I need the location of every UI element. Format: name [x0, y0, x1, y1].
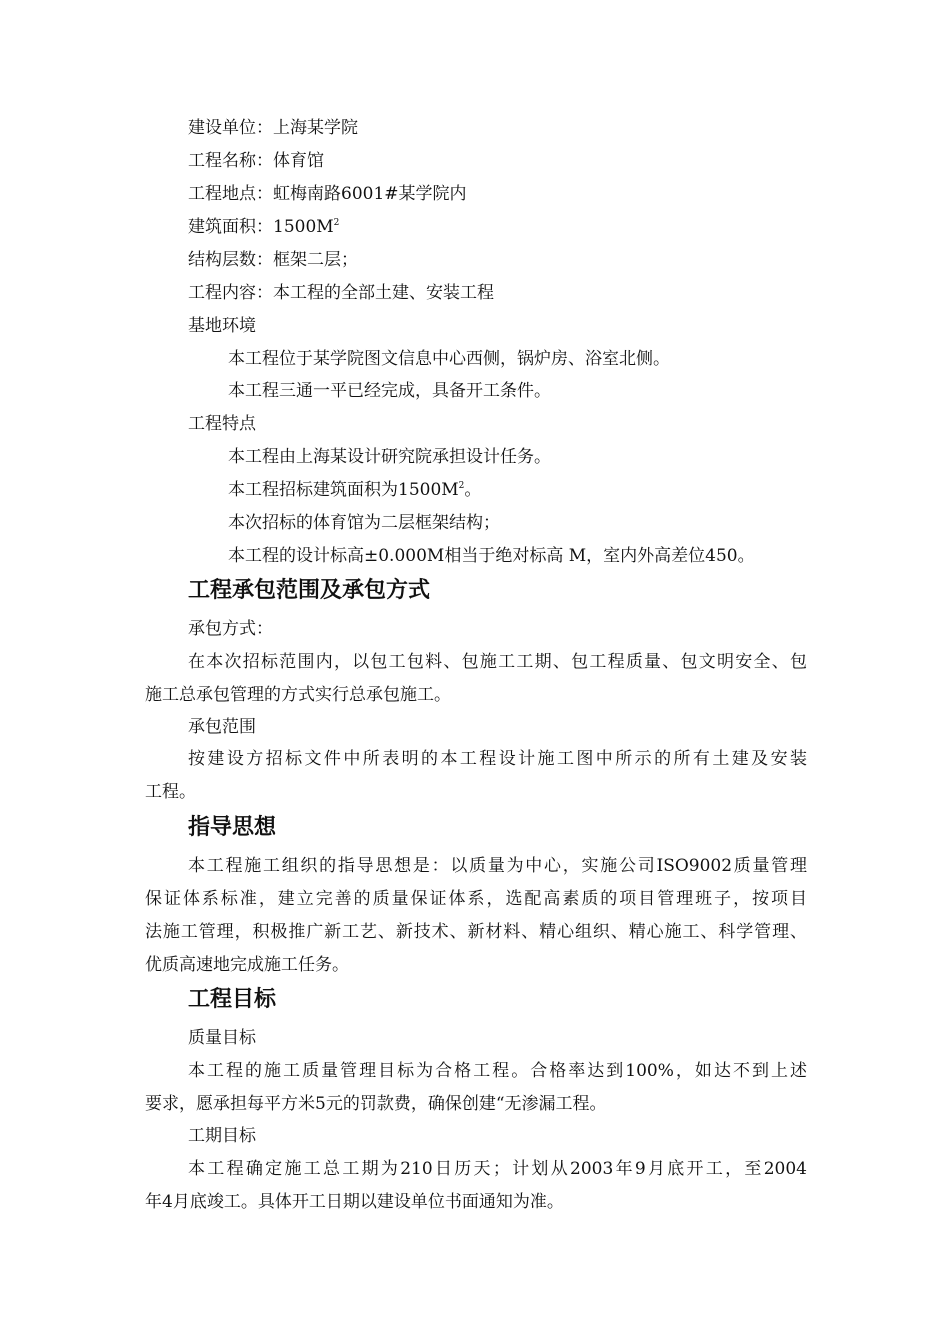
- features-paragraph-1: 本工程由上海某设计研究院承担设计任务。: [228, 447, 551, 467]
- contract-scope-line-2: 工程。: [145, 782, 196, 802]
- features-area-text: 本工程招标建筑面积为1500M: [228, 480, 459, 500]
- goals-heading: 工程目标: [188, 987, 277, 1012]
- contract-heading: 工程承包范围及承包方式: [188, 578, 431, 603]
- info-content: 工程内容：本工程的全部土建、安装工程: [188, 283, 494, 303]
- info-area-text: 建筑面积：1500M: [188, 217, 334, 237]
- features-area-suffix: 。: [464, 480, 482, 500]
- site-paragraph-2: 本工程三通一平已经完成，具备开工条件。: [228, 381, 551, 401]
- features-area-sup: 2: [458, 481, 465, 491]
- contract-scope-paragraph: [145, 748, 807, 814]
- contract-method-line-2: 施工总承包管理的方式实行总承包施工。: [145, 685, 451, 705]
- info-area: [188, 216, 339, 238]
- features-paragraph-2: [228, 479, 481, 501]
- goals-period-line-2: 年4月底竣工。具体开工日期以建设单位书面通知为准。: [145, 1192, 564, 1212]
- info-area-sup: 2: [333, 218, 340, 228]
- contract-method-line-1: 在本次招标范围内，以包工包料、包施工工期、包工程质量、包文明安全、包: [188, 652, 807, 672]
- goals-quality-line-1: 本工程的施工质量管理目标为合格工程。合格率达到100%，如达不到上述: [188, 1061, 807, 1081]
- info-structure: 结构层数：框架二层；: [188, 250, 358, 270]
- goals-period-line-1: 本工程确定施工总工期为210日历天；计划从2003年9月底开工，至2004: [188, 1159, 807, 1179]
- info-name: 工程名称：体育馆: [188, 151, 324, 171]
- info-unit: 建设单位：上海某学院: [188, 118, 358, 138]
- goals-quality-line-2: 要求，愿承担每平方米5元的罚款费，确保创建“无渗漏工程。: [145, 1094, 607, 1114]
- goals-period-paragraph: [145, 1158, 807, 1224]
- info-location: 工程地点：虹梅南路6001#某学院内: [188, 184, 467, 204]
- contract-method-title: 承包方式：: [188, 619, 273, 639]
- features-title: 工程特点: [188, 414, 256, 434]
- site-title: 基地环境: [188, 316, 256, 336]
- guide-heading: 指导思想: [188, 815, 277, 840]
- guide-line-2: 保证体系标准，建立完善的质量保证体系，选配高素质的项目管理班子，按项目: [145, 889, 807, 909]
- features-paragraph-3: 本次招标的体育馆为二层框架结构；: [228, 513, 500, 533]
- site-paragraph-1: 本工程位于某学院图文信息中心西侧，锅炉房、浴室北侧。: [228, 349, 670, 369]
- goals-quality-paragraph: [145, 1060, 807, 1126]
- contract-scope-title: 承包范围: [188, 717, 256, 737]
- guide-line-4: 优质高速地完成施工任务。: [145, 955, 349, 975]
- features-paragraph-4: 本工程的设计标高±0.000M相当于绝对标高 M，室内外高差位450。: [228, 546, 755, 566]
- guide-line-3: 法施工管理，积极推广新工艺、新技术、新材料、精心组织、精心施工、科学管理、: [145, 922, 807, 942]
- goals-quality-title: 质量目标: [188, 1028, 256, 1048]
- guide-paragraph: [145, 855, 807, 987]
- guide-line-1: 本工程施工组织的指导思想是：以质量为中心，实施公司ISO9002质量管理: [188, 856, 807, 876]
- contract-method-paragraph: [145, 651, 807, 717]
- goals-period-title: 工期目标: [188, 1126, 256, 1146]
- contract-scope-line-1: 按建设方招标文件中所表明的本工程设计施工图中所示的所有土建及安装: [188, 749, 807, 769]
